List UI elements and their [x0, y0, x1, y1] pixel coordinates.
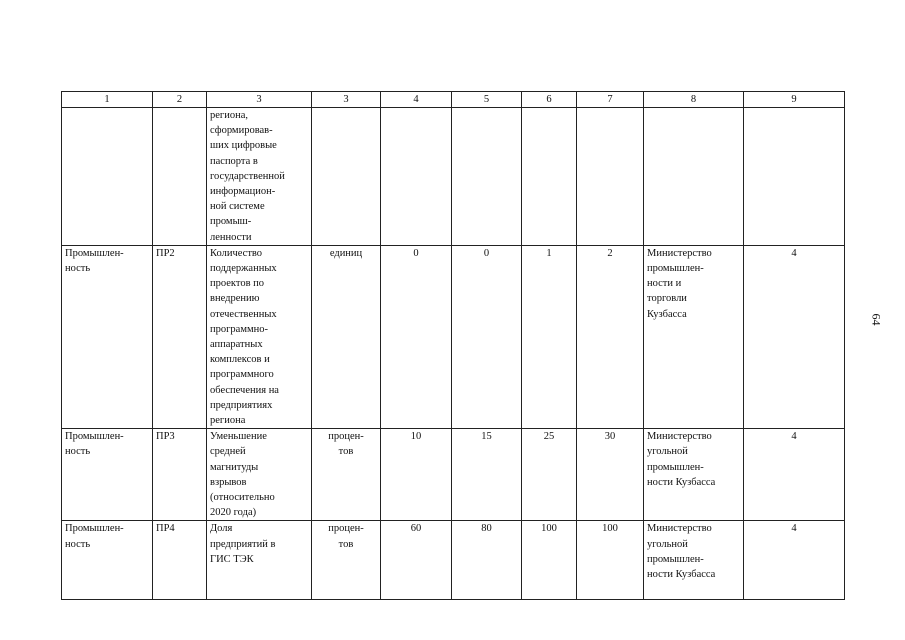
column-header: 4: [381, 92, 452, 108]
cell-text-line: обеспечения на: [210, 384, 279, 396]
cell-text-line: ности и: [647, 278, 682, 290]
indicator-name-cell: [207, 245, 312, 428]
cell-text-line: программного: [210, 369, 274, 381]
cell-text-line: Промышлен-: [65, 523, 124, 535]
page-number: 64: [869, 313, 884, 326]
cell-text-line: ГИС ТЭК: [210, 553, 254, 565]
cell-text-line: магнитуды: [210, 461, 259, 473]
cell-text-line: государственной: [210, 170, 285, 182]
code-cell: [153, 108, 207, 246]
cell-text-line: угольной: [647, 538, 688, 550]
column-header: 5: [452, 92, 522, 108]
cell-text-line: ности Кузбасса: [647, 476, 716, 488]
cell-text-line: региона: [210, 415, 246, 427]
cell-text-line: взрывов: [210, 476, 247, 488]
code-cell: ПР4: [153, 521, 207, 600]
cell-text-line: Промышлен-: [65, 247, 124, 259]
code-cell: ПР3: [153, 429, 207, 521]
cell-text-line: проектов по: [210, 278, 265, 290]
cell-text-line: программно-: [210, 323, 268, 335]
cell-text-line: Количество: [210, 247, 263, 259]
indicator-table: [61, 91, 845, 600]
cell-text-line: тов: [338, 446, 354, 458]
cell-text-line: ной системе: [210, 201, 265, 213]
responsible-cell: [644, 108, 744, 246]
cell-text-line: тов: [338, 538, 354, 550]
column-header: 7: [577, 92, 644, 108]
cell-text-line: угольной: [647, 446, 688, 458]
col9-value-cell: [744, 108, 845, 246]
value-cell: 25: [522, 429, 577, 521]
table-row: [62, 429, 845, 521]
cell-text-line: Министерство: [647, 431, 712, 443]
cell-text-line: средней: [210, 446, 246, 458]
column-header: 3: [207, 92, 312, 108]
indicator-name-cell: [207, 108, 312, 246]
sector-cell: [62, 429, 153, 521]
value-cell: [381, 108, 452, 246]
cell-text-line: 2020 года): [210, 507, 257, 519]
cell-text-line: поддержанных: [210, 263, 277, 275]
value-cell: 15: [452, 429, 522, 521]
unit-cell: [312, 521, 381, 600]
cell-text-line: процен-: [328, 523, 364, 535]
value-cell: 80: [452, 521, 522, 600]
cell-text-line: ность: [65, 446, 91, 458]
cell-text-line: ность: [65, 538, 91, 550]
value-cell: [577, 108, 644, 246]
value-cell: 0: [381, 245, 452, 428]
value-cell: [452, 108, 522, 246]
cell-text-line: Промышлен-: [65, 431, 124, 443]
cell-text-line: ленности: [210, 231, 252, 243]
cell-text-line: ность: [65, 263, 91, 275]
value-cell: 100: [522, 521, 577, 600]
cell-text-line: промышлен-: [647, 263, 704, 275]
cell-text-line: Министерство: [647, 523, 712, 535]
unit-cell: [312, 108, 381, 246]
value-cell: 30: [577, 429, 644, 521]
cell-text-line: паспорта в: [210, 155, 258, 167]
col9-value-cell: 4: [744, 521, 845, 600]
cell-text-line: комплексов и: [210, 354, 270, 366]
cell-text-line: единиц: [329, 247, 363, 259]
cell-text-line: сформировав-: [210, 125, 273, 137]
cell-text-line: региона,: [210, 110, 248, 121]
value-cell: 100: [577, 521, 644, 600]
value-cell: 10: [381, 429, 452, 521]
sector-cell: [62, 108, 153, 246]
sector-cell: [62, 245, 153, 428]
responsible-cell: [644, 429, 744, 521]
value-cell: 60: [381, 521, 452, 600]
cell-text-line: промышлен-: [647, 553, 704, 565]
cell-text-line: информацион-: [210, 186, 276, 198]
table-row: [62, 521, 845, 600]
column-header: 2: [153, 92, 207, 108]
indicator-name-cell: [207, 521, 312, 600]
cell-text-line: Уменьшение: [210, 431, 267, 443]
cell-text-line: Кузбасса: [647, 308, 687, 320]
value-cell: [522, 108, 577, 246]
column-header: 8: [644, 92, 744, 108]
cell-text-line: внедрению: [210, 293, 260, 305]
value-cell: 2: [577, 245, 644, 428]
table-row: [62, 108, 845, 246]
unit-cell: [312, 429, 381, 521]
cell-text-line: (относительно: [210, 492, 275, 504]
cell-text-line: аппаратных: [210, 339, 263, 351]
cell-text-line: торговли: [647, 293, 687, 305]
code-cell: ПР2: [153, 245, 207, 428]
cell-text-line: отечественных: [210, 308, 277, 320]
indicator-name-cell: [207, 429, 312, 521]
column-header: 1: [62, 92, 153, 108]
table-header-row: [62, 92, 845, 108]
responsible-cell: [644, 245, 744, 428]
table-row: [62, 245, 845, 428]
col9-value-cell: 4: [744, 429, 845, 521]
cell-text-line: ности Кузбасса: [647, 569, 716, 581]
col9-value-cell: 4: [744, 245, 845, 428]
cell-text-line: предприятий в: [210, 538, 276, 550]
column-header: 9: [744, 92, 845, 108]
column-header: 6: [522, 92, 577, 108]
cell-text-line: промыш-: [210, 216, 252, 228]
unit-cell: [312, 245, 381, 428]
sector-cell: [62, 521, 153, 600]
cell-text-line: предприятиях: [210, 399, 273, 411]
cell-text-line: Министерство: [647, 247, 712, 259]
responsible-cell: [644, 521, 744, 600]
cell-text-line: Доля: [210, 523, 233, 535]
value-cell: 1: [522, 245, 577, 428]
cell-text-line: ших цифровые: [210, 140, 277, 152]
value-cell: 0: [452, 245, 522, 428]
cell-text-line: промышлен-: [647, 461, 704, 473]
cell-text-line: процен-: [328, 431, 364, 443]
column-header: 3: [312, 92, 381, 108]
